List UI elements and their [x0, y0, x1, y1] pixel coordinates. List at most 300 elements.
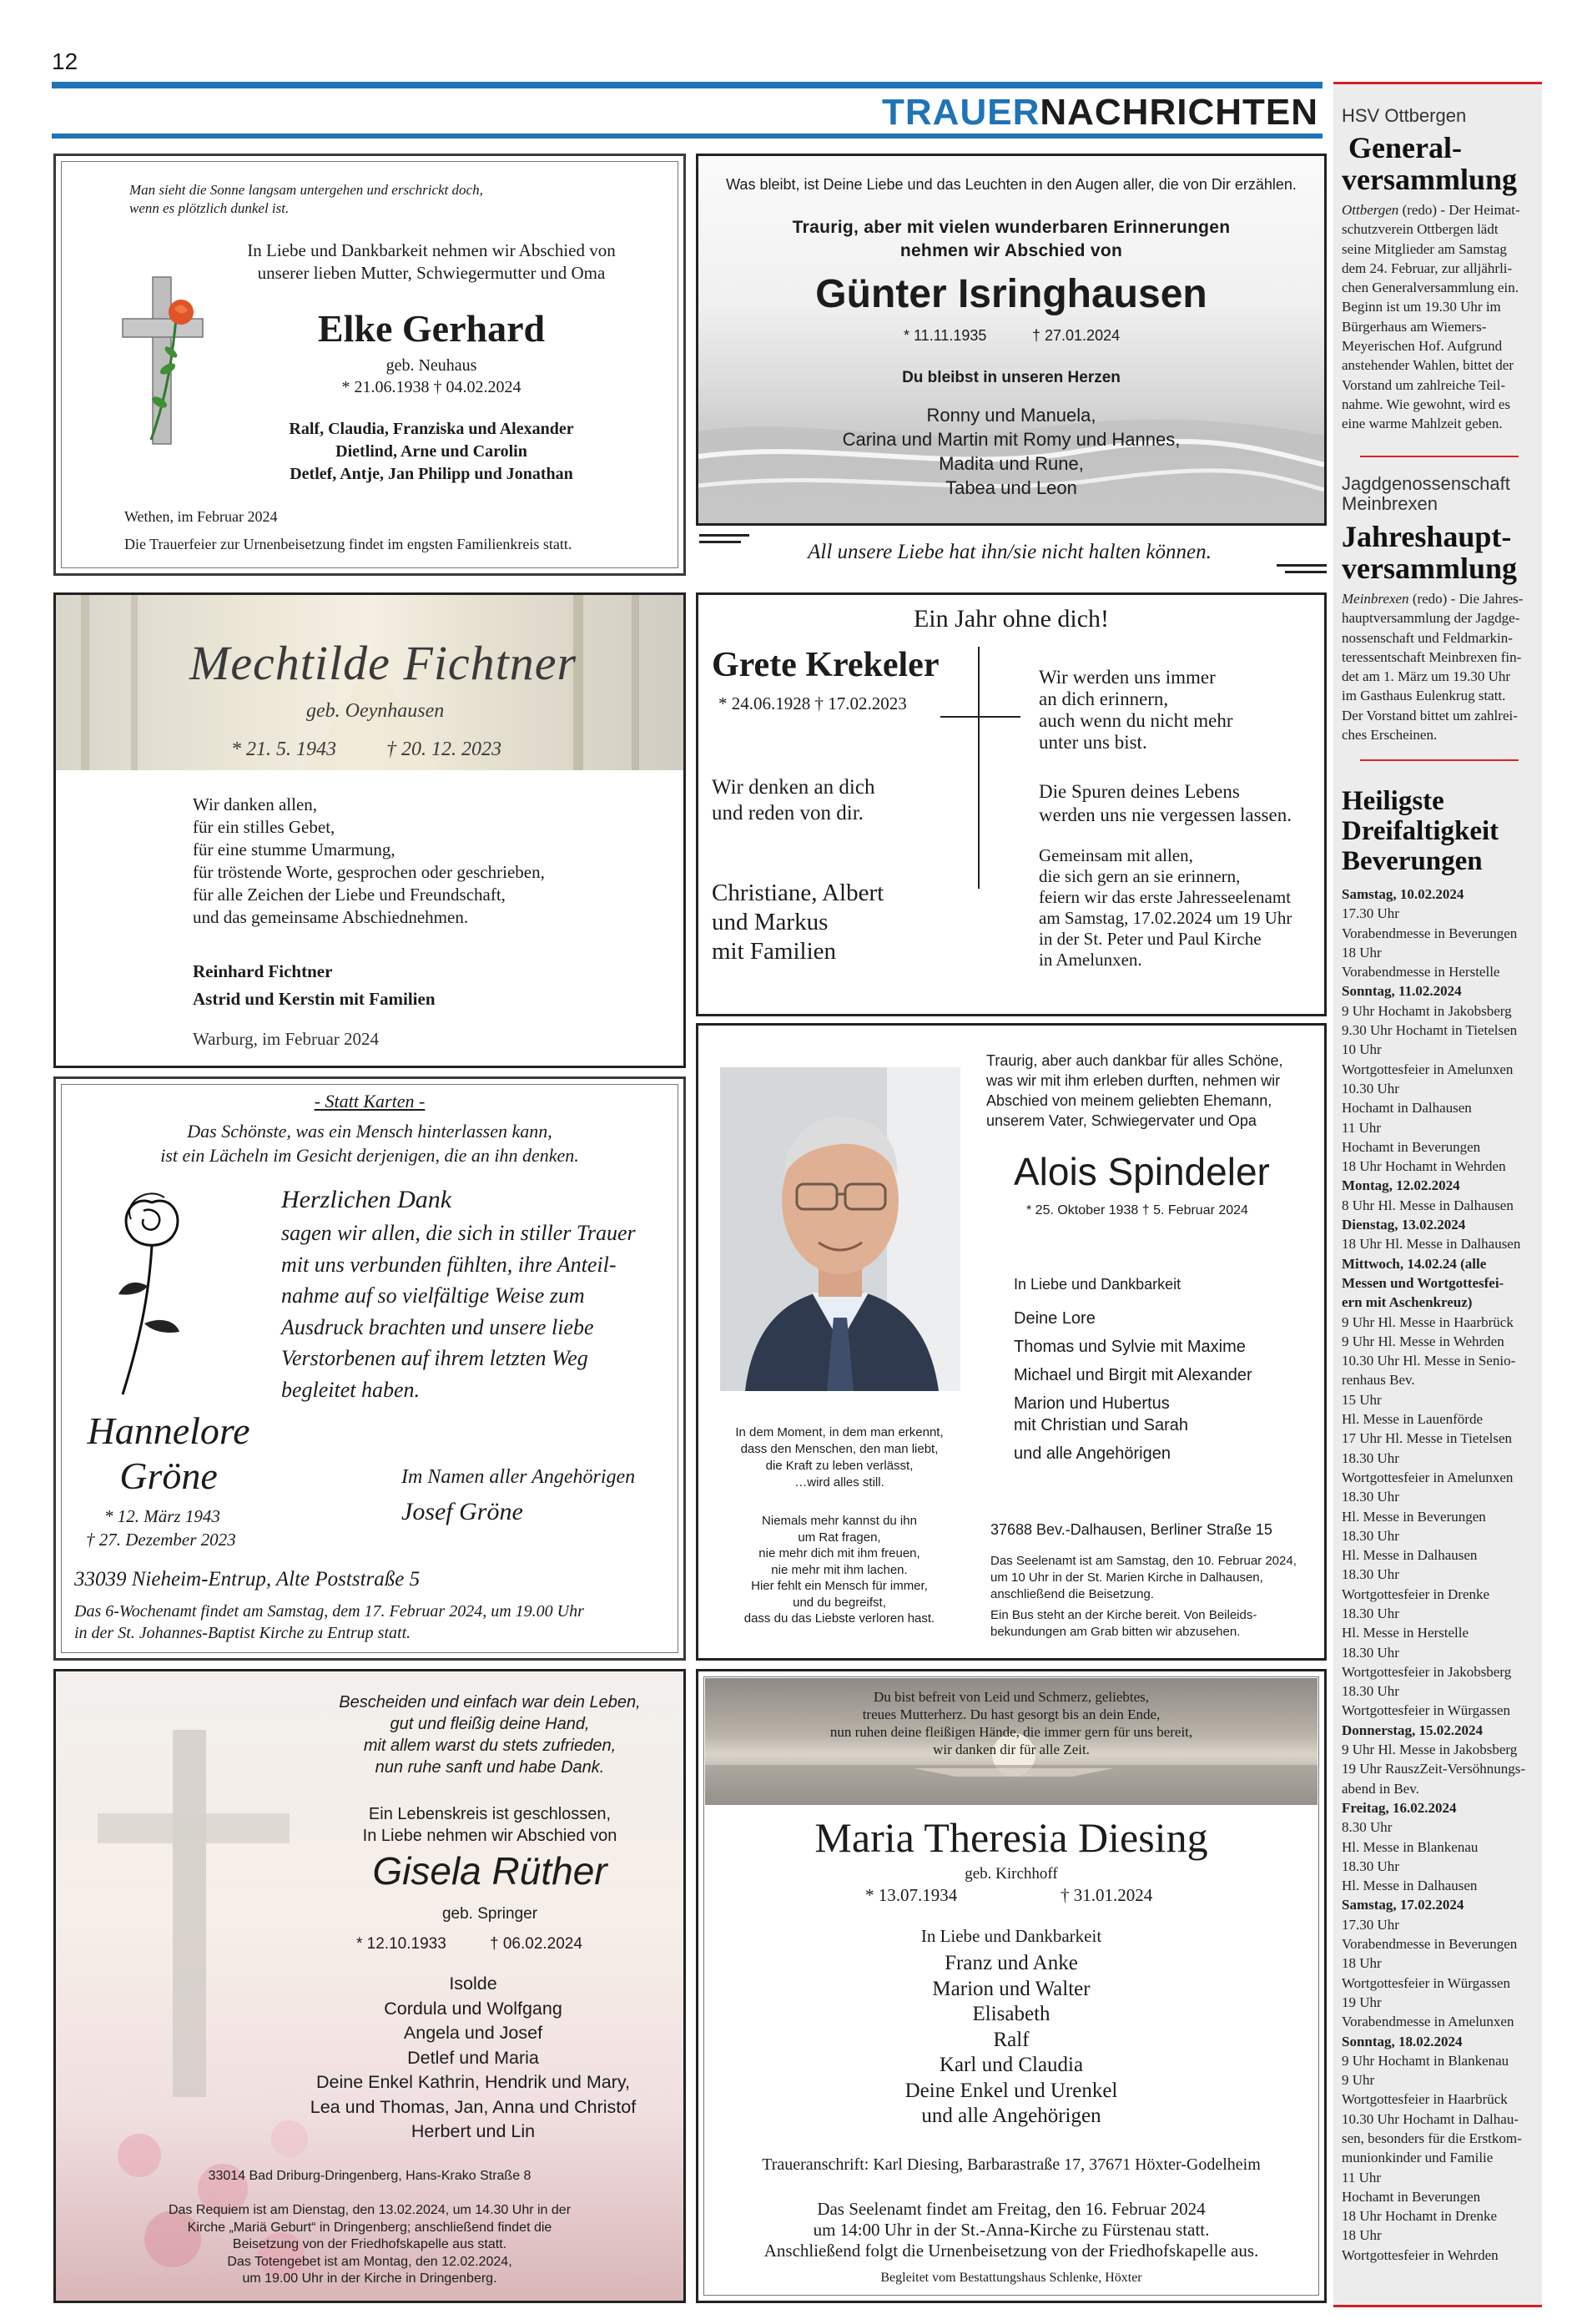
kicker-line: Meinbrexen: [1342, 493, 1438, 514]
schedule-entry: Wortgottesfeier in Wehrden: [1342, 2246, 1499, 2263]
poem-line: treues Mutterherz. Du hast gesorgt bis an dein Ende,: [862, 1706, 1161, 1722]
family-line: Detlef, Antje, Jan Philipp und Jonathan: [290, 465, 573, 483]
schedule-entry: Wortgottesfeier in Amelunxen: [1342, 1061, 1514, 1077]
poem-1: [1039, 667, 1232, 754]
article-line: (redo) - Der Heimat-: [1402, 202, 1520, 218]
schedule-entry: 17.30 Uhr: [1342, 905, 1399, 922]
schedule-entry: Wortgottesfeier in Würgassen: [1342, 1974, 1510, 1991]
obituary-diesing: [696, 1669, 1327, 2303]
deceased-name: Alois Spindeler: [1014, 1150, 1270, 1193]
article-line: anstehender Wahlen, bittet der: [1342, 357, 1514, 374]
schedule-entry: 17 Uhr Hl. Messe in Tietelsen: [1342, 1430, 1512, 1447]
hsv-kicker: HSV Ottbergen: [1342, 105, 1467, 126]
death-date: † 31.01.2024: [1061, 1885, 1153, 1905]
thanks-line: für ein stilles Gebet,: [193, 817, 335, 837]
note-line: Das Seelenamt findet am Freitag, den 16. Februar 2024: [817, 2199, 1206, 2219]
intro-line: Traurig, aber mit vielen wunderbaren Erinnerungen: [792, 218, 1231, 237]
article-line: Vorstand um zahlreiche Teil-: [1342, 376, 1505, 393]
family-line: Angela und Josef: [403, 2023, 543, 2043]
note-line: Das Seelenamt ist am Samstag, den 10. Februar 2024,: [990, 1554, 1297, 1568]
death-date: † 06.02.2024: [490, 1935, 582, 1953]
poem: [306, 1691, 673, 1778]
text-line: die sich gern an sie erinnern,: [1039, 866, 1241, 886]
headline-line: Beverungen: [1342, 846, 1483, 876]
schedule-entry: 18 Uhr Hl. Messe in Dalhausen: [1342, 1236, 1521, 1253]
poem-line: …wird alles still.: [794, 1475, 884, 1490]
maiden-name: geb. Oeynhausen: [306, 700, 445, 722]
grateful-line: In Liebe und Dankbarkeit: [920, 1926, 1102, 1946]
schedule-entry: 10.30 Uhr Hochamt in Dalhau-: [1342, 2110, 1519, 2127]
poem-line: mit allem warst du stets zufrieden,: [363, 1737, 617, 1755]
note-line: um 10 Uhr in der St. Marien Kirche in Dalhausen,: [990, 1570, 1263, 1585]
poem-line: nun ruhe sanft und habe Dank.: [375, 1758, 605, 1777]
ornament-rule: [1285, 571, 1327, 573]
family-list: [698, 1951, 1324, 2130]
schedule-date: Samstag, 10.02.2024: [1342, 886, 1464, 902]
quote-line: Das Schönste, was ein Mensch hinterlassen kann,: [187, 1121, 552, 1142]
schedule-entry: Hl. Messe in Blankenau: [1342, 1838, 1479, 1855]
text-line: unter uns bist.: [1039, 732, 1147, 753]
family-line: und Markus: [712, 909, 829, 935]
schedule-date: Sonntag, 18.02.2024: [1342, 2033, 1463, 2049]
schedule-entry: Hochamt in Beverungen: [1342, 1138, 1481, 1155]
schedule-entry: 9 Uhr Hl. Messe in Haarbrück: [1342, 1313, 1514, 1330]
family-line: mit Christian und Sarah: [1014, 1416, 1188, 1434]
text-line: in Amelunxen.: [1039, 950, 1142, 970]
death-date: † 27.01.2024: [1032, 327, 1121, 344]
schedule-entry: Wortgottesfeier in Jakobsberg: [1342, 1663, 1512, 1680]
text-line: werden uns nie vergessen lassen.: [1039, 804, 1292, 825]
poem-line: dass du das Liebste verloren hast.: [743, 1611, 935, 1626]
family-list: [1014, 1304, 1252, 1468]
rose-drawing-icon: [106, 1186, 198, 1403]
schedule-entry: 11 Uhr: [1342, 1119, 1382, 1136]
schedule-entry: 18 Uhr: [1342, 944, 1382, 960]
schedule-entry: 18.30 Uhr: [1342, 1489, 1399, 1505]
schedule-entry: Hl. Messe in Dalhausen: [1342, 1547, 1478, 1564]
text-line: an dich erinnern,: [1039, 688, 1169, 709]
address: 33014 Bad Driburg-Dringenberg, Hans-Krako Straße 8: [208, 2169, 532, 2183]
quote-line: wenn es plötzlich dunkel ist.: [129, 200, 290, 216]
birth-date: * 12.10.1933: [356, 1935, 446, 1953]
text-line: feiern wir das erste Jahresseelenamt: [1039, 887, 1292, 907]
family-line: Marion und Walter: [932, 1977, 1091, 2000]
poem-line: und du begreifst,: [793, 1595, 886, 1610]
headline-line: General-: [1348, 131, 1462, 164]
note-line: Beisetzung von der Friedhofskapelle aus statt.: [232, 2237, 507, 2251]
ornament-rule: [699, 541, 741, 543]
jagd-article: [1342, 589, 1542, 744]
family-line: und alle Angehörigen: [1014, 1444, 1171, 1463]
place-date: Wethen, im Februar 2024: [124, 508, 278, 525]
poem-line: In dem Moment, in dem man erkennt,: [735, 1425, 944, 1439]
life-dates: * 21.06.1938 † 04.02.2024: [341, 378, 521, 396]
family-line: Michael und Birgit mit Alexander: [1014, 1366, 1252, 1384]
text-line: Wir denken an dich: [712, 776, 875, 799]
note-line: Anschließend folgt die Urnenbeisetzung von der Friedhofskapelle aus.: [763, 2241, 1259, 2261]
family-list: [256, 1972, 690, 2145]
thanks-line: Verstorbenen auf ihrem letzten Weg: [281, 1346, 588, 1370]
header-rule-bottom: [52, 134, 1323, 139]
bus-note: [990, 1607, 1257, 1641]
thanks-line: für alle Zeichen der Liebe und Freundschaft,: [193, 885, 506, 905]
family-line: Ralf: [993, 2028, 1030, 2051]
deceased-name: [64, 1409, 273, 1499]
birth-date: * 13.07.1934: [865, 1885, 958, 1905]
headline-line: versammlung: [1342, 163, 1517, 196]
schedule-entry: 18.30 Uhr: [1342, 1449, 1399, 1466]
text-line: Die Spuren deines Lebens: [1039, 781, 1240, 802]
article-line: chen Generalversammlung ein.: [1342, 280, 1519, 296]
text-line: auch wenn du nicht mehr: [1039, 710, 1233, 731]
intro-line: nehmen wir Abschied von: [899, 241, 1123, 260]
deceased-name: Günter Isringhausen: [815, 272, 1207, 316]
life-dates: * 25. Oktober 1938 † 5. Februar 2024: [1026, 1203, 1248, 1217]
article-place: Meinbrexen: [1342, 591, 1409, 607]
maiden-name: geb. Springer: [441, 1905, 538, 1923]
sidebar-bottom-rule: [1333, 2305, 1542, 2307]
headline: Ein Jahr ohne dich!: [913, 605, 1110, 633]
note-line: um 14:00 Uhr in der St.-Anna-Kirche zu Fürstenau statt.: [813, 2220, 1210, 2240]
schedule-entry: 9 Uhr Hochamt in Blankenau: [1342, 2052, 1509, 2069]
family-list: [193, 958, 436, 1013]
grateful-line: In Liebe und Dankbarkeit: [1014, 1276, 1181, 1293]
obituary-krekeler: [696, 592, 1327, 1016]
schedule-entry: Wortgottesfeier in Amelunxen: [1342, 1469, 1514, 1485]
statt-karten: - Statt Karten -: [314, 1091, 426, 1112]
family-line: Marion und Hubertus: [1014, 1394, 1170, 1413]
first-name: Hannelore: [87, 1409, 250, 1452]
schedule-entry: Vorabendmesse in Amelunxen: [1342, 2014, 1514, 2030]
poem-2: [712, 1513, 967, 1627]
poem-line: Du bist befreit von Leid und Schmerz, geliebtes,: [874, 1689, 1149, 1705]
hsv-headline: [1342, 132, 1517, 195]
deceased-name: Mechtilde Fichtner: [189, 636, 577, 690]
mass-note: [56, 2202, 683, 2288]
headline-line: versammlung: [1342, 552, 1517, 585]
family-line: Christiane, Albert: [712, 880, 884, 906]
obituary-ruether: [53, 1669, 686, 2303]
thanks-text: [193, 794, 545, 929]
article-line: seine Mitglieder am Samstag: [1342, 240, 1507, 257]
life-dates: * 24.06.1928 † 17.02.2023: [718, 693, 907, 713]
poem-2: [1039, 780, 1292, 827]
mass-schedule: [1342, 885, 1542, 2265]
poem-line: Bescheiden und einfach war dein Leben,: [339, 1693, 641, 1711]
schedule-entry: 18.30 Uhr: [1342, 1683, 1399, 1700]
schedule-entry: 18 Uhr: [1342, 1955, 1382, 1972]
church-headline: [1342, 786, 1499, 876]
article-place: Ottbergen: [1342, 202, 1399, 218]
schedule-entry: 9 Uhr Hl. Messe in Jakobsberg: [1342, 1742, 1518, 1758]
portrait-photo: [720, 1067, 960, 1391]
poem-line: die Kraft zu leben verlässt,: [765, 1459, 914, 1473]
schedule-entry: Hl. Messe in Herstelle: [1342, 1625, 1469, 1641]
schedule-date: Montag, 12.02.2024: [1342, 1177, 1460, 1194]
article-line: nahme. Wie gewohnt, wird es: [1342, 396, 1511, 412]
family-line: Deine Enkel und Urenkel: [904, 2079, 1118, 2102]
schedule-entry: 15 Uhr: [1342, 1391, 1382, 1408]
intro-line: In Liebe nehmen wir Abschied von: [362, 1827, 617, 1845]
place-date: Warburg, im Februar 2024: [193, 1029, 380, 1049]
note-line: Kirche „Mariä Geburt“ in Dringenberg; anschließend findet die: [187, 2220, 552, 2235]
intro-line: unserem Vater, Schwiegervater und Opa: [986, 1112, 1257, 1129]
article-line: schutzverein Ottbergen lädt: [1342, 221, 1499, 238]
family-line: Tabea und Leon: [945, 477, 1077, 498]
remember-text: [712, 774, 874, 826]
intro: [707, 216, 1316, 263]
family-line: Isolde: [449, 1974, 497, 1994]
thanks-line: für tröstende Worte, gesprochen oder geschrieben,: [193, 862, 545, 882]
schedule-entry: Hl. Messe in Beverungen: [1342, 1508, 1486, 1525]
article-line: dem 24. Februar, zur alljährli-: [1342, 260, 1513, 276]
isringhausen-footer: All unsere Liebe hat ihn/sie nicht halten können.: [808, 541, 1212, 563]
article-line: hauptversammlung der Jagdge-: [1342, 610, 1520, 627]
obituary-fichtner: [53, 592, 686, 1068]
birth-date: * 12. März 1943: [104, 1506, 220, 1526]
quote-line: Man sieht die Sonne langsam untergehen und erschrickt doch,: [129, 182, 483, 198]
family-line: Reinhard Fichtner: [193, 961, 333, 981]
thanks-title: Herzlichen Dank: [281, 1186, 452, 1213]
quote-line: ist ein Lächeln im Gesicht derjenigen, die an ihn denken.: [160, 1145, 579, 1166]
poem-line: nie mehr dich mit ihm freuen,: [758, 1546, 920, 1560]
header-rule-top: [52, 82, 1323, 88]
schedule-entry: 9.30 Uhr Hochamt in Tietelsen: [1342, 1022, 1518, 1039]
schedule-entry: 8 Uhr Hl. Messe in Dalhausen: [1342, 1197, 1514, 1213]
article-line: Meyerischen Hof. Aufgrund: [1342, 338, 1503, 355]
section-title-part1: TRAUER: [882, 92, 1040, 133]
anniversary-mass: [1039, 845, 1292, 970]
family-line: Dietlind, Arne und Carolin: [335, 442, 527, 461]
schedule-entry: 18.30 Uhr: [1342, 1858, 1399, 1874]
schedule-entry: 18 Uhr Hochamt in Wehrden: [1342, 1158, 1506, 1175]
intro-line: Ein Lebenskreis ist geschlossen,: [368, 1805, 612, 1823]
schedule-entry: 10 Uhr: [1342, 1041, 1382, 1058]
intro: [986, 1051, 1283, 1131]
schedule-entry: Vorabendmesse in Beverungen: [1342, 1936, 1518, 1953]
schedule-entry: 19 Uhr RauszZeit-Versöhnungs-: [1342, 1761, 1526, 1777]
on-behalf: Im Namen aller Angehörigen: [401, 1466, 636, 1488]
schedule-entry: 11 Uhr: [1342, 2169, 1382, 2185]
deceased-name: Gisela Rüther: [372, 1849, 607, 1893]
family-line: Ronny und Manuela,: [926, 405, 1096, 426]
maiden-name: geb. Neuhaus: [385, 356, 477, 375]
schedule-date: Freitag, 16.02.2024: [1342, 1799, 1457, 1816]
family-line: Detlef und Maria: [407, 2047, 539, 2068]
birth-date: * 11.11.1935: [904, 327, 987, 344]
article-line: Bürgerhaus am Wiemers-: [1342, 318, 1487, 335]
schedule-entry: 18.30 Uhr: [1342, 1527, 1399, 1544]
intro: [206, 239, 657, 285]
schedule-date: Donnerstag, 15.02.2024: [1342, 1722, 1484, 1738]
obituary-spindeler: [696, 1023, 1327, 1661]
text-line: Wir werden uns immer: [1039, 667, 1216, 688]
note-line: Ein Bus steht an der Kirche bereit. Von Beileids-: [990, 1608, 1257, 1622]
schedule-entry: 18 Uhr Hochamt in Drenke: [1342, 2208, 1498, 2225]
schedule-entry: 10.30 Uhr Hl. Messe in Senio-: [1342, 1353, 1516, 1369]
note-line: in der St. Johannes-Baptist Kirche zu Entrup statt.: [74, 1624, 411, 1642]
family-line: Deine Lore: [1014, 1309, 1096, 1328]
schedule-entry: 19 Uhr: [1342, 1994, 1382, 2010]
poem-line: dass den Menschen, den man liebt,: [740, 1442, 939, 1456]
poem-line: Niemals mehr kannst du ihn: [762, 1514, 917, 1528]
section-divider: [1360, 759, 1519, 761]
family-line: und alle Angehörigen: [921, 2105, 1101, 2127]
schedule-entry: Hochamt in Dalhausen: [1342, 1100, 1472, 1117]
schedule-entry: 18.30 Uhr: [1342, 1605, 1399, 1621]
family-line: mit Familien: [712, 938, 837, 965]
schedule-date: Messen und Wortgottesfei-: [1342, 1274, 1504, 1291]
thanks-line: und das gemeinsame Abschiednehmen.: [193, 907, 469, 927]
cross-vertical: [978, 647, 980, 889]
schedule-entry: Wortgottesfeier in Würgassen: [1342, 1702, 1510, 1719]
ornament-rule: [1277, 564, 1327, 567]
schedule-date: Dienstag, 13.02.2024: [1342, 1217, 1466, 1233]
address: Traueranschrift: Karl Diesing, Barbarastraße 17, 37671 Höxter-Godelheim: [762, 2155, 1261, 2174]
article-line: teressentschaft Meinbrexen fin-: [1342, 648, 1522, 665]
poem-line: um Rat fragen,: [798, 1530, 881, 1545]
schedule-entry: renhaus Bev.: [1342, 1372, 1415, 1389]
schedule-entry: Hl. Messe in Lauenförde: [1342, 1411, 1484, 1428]
poem: [705, 1688, 1318, 1758]
jagd-headline: [1342, 521, 1517, 584]
sidebar-top-rule: [1333, 82, 1542, 84]
page-number: 12: [52, 48, 78, 74]
cross-horizontal: [940, 716, 1020, 718]
headline-line: Jahreshaupt-: [1342, 520, 1512, 553]
section-title-part2: NACHRICHTEN: [1040, 92, 1318, 133]
poem-1: [712, 1424, 967, 1491]
family-list: [707, 403, 1316, 500]
birth-date: * 21. 5. 1943: [231, 739, 336, 760]
family-line: Lea und Thomas, Jan, Anna und Christof: [310, 2096, 637, 2117]
note-line: Das Totengebet ist am Montag, den 12.02.2024,: [227, 2254, 512, 2269]
note-line: anschließend die Beisetzung.: [990, 1587, 1154, 1601]
sub-line: Du bleibst in unseren Herzen: [902, 369, 1121, 386]
article-line: det am 1. März um 19.30 Uhr: [1342, 668, 1511, 685]
article-line: eine warme Mahlzeit geben.: [1342, 416, 1503, 432]
thanks-line: nahme auf so vielfältige Weise zum: [281, 1283, 585, 1308]
hsv-article: [1342, 200, 1542, 434]
poem-line: nie mehr mit ihm lachen.: [771, 1562, 908, 1577]
thanks-line: sagen wir allen, die sich in stiller Trauer: [281, 1221, 636, 1245]
family-line: Deine Enkel Kathrin, Hendrik und Mary,: [315, 2072, 631, 2092]
schedule-date: Sonntag, 11.02.2024: [1342, 983, 1462, 1000]
text-line: Gemeinsam mit allen,: [1039, 845, 1193, 865]
poem-line: nun ruhen deine fleißigen Hände, die immer gern für uns bereit,: [829, 1724, 1193, 1740]
thanks-line: begleitet haben.: [281, 1377, 421, 1402]
kicker-line: Jagdgenossenschaft: [1342, 473, 1510, 494]
schedule-entry: Wortgottesfeier in Drenke: [1342, 1585, 1490, 1602]
mass-note: [74, 1601, 584, 1644]
mass-note: [990, 1553, 1297, 1603]
text-line: am Samstag, 17.02.2024 um 19 Uhr: [1039, 908, 1292, 928]
deceased-name: Maria Theresia Diesing: [814, 1814, 1208, 1861]
article-line: Beginn ist um 19.30 Uhr im: [1342, 299, 1501, 315]
intro-line: Abschied von meinem geliebten Ehemann,: [986, 1092, 1272, 1109]
address: 37688 Bev.-Dalhausen, Berliner Straße 15: [990, 1521, 1272, 1538]
quote: Was bleibt, ist Deine Liebe und das Leuchten in den Augen aller, die von Dir erzählen.: [726, 176, 1297, 193]
poem-line: Hier fehlt ein Mensch für immer,: [751, 1579, 928, 1593]
schedule-date: Mittwoch, 14.02.24 (alle: [1342, 1255, 1487, 1272]
intro-line: was wir mit ihm erleben durften, nehmen wir: [986, 1072, 1281, 1089]
thanks-line: Ausdruck brachten und unsere liebe: [281, 1314, 594, 1339]
text-line: und reden von dir.: [712, 802, 864, 824]
schedule-entry: 9 Uhr Hl. Messe in Wehrden: [1342, 1333, 1504, 1349]
ornament-rule: [699, 534, 749, 537]
schedule-date: Samstag, 17.02.2024: [1342, 1897, 1464, 1913]
note-line: um 19.00 Uhr in der Kirche in Dringenberg.: [242, 2271, 497, 2286]
family-line: Herbert und Lin: [411, 2121, 536, 2141]
article-line: Der Vorstand bittet um zahlrei-: [1342, 707, 1518, 723]
schedule-entry: sen, besonders für die Erstkom-: [1342, 2130, 1522, 2146]
thanks-line: mit uns verbunden fühlten, ihre Anteil-: [281, 1252, 617, 1277]
address: 33039 Nieheim-Entrup, Alte Poststraße 5: [74, 1568, 421, 1591]
obituary-groene: [53, 1076, 686, 1661]
family-line: Karl und Claudia: [939, 2054, 1084, 2076]
family-line: Madita und Rune,: [939, 453, 1084, 474]
schedule-entry: Vorabendmesse in Herstelle: [1342, 964, 1500, 981]
poem-line: gut und fleißig deine Hand,: [390, 1715, 590, 1733]
schedule-entry: 8.30 Uhr: [1342, 1819, 1393, 1836]
mass-note: [698, 2199, 1324, 2261]
jagd-kicker: [1342, 474, 1510, 514]
note-line: bekundungen am Grab bitten wir abzusehen.: [990, 1625, 1241, 1639]
intro-line: In Liebe und Dankbarkeit nehmen wir Abschied von: [247, 240, 616, 260]
article-line: ches Erscheinen.: [1342, 727, 1438, 744]
schedule-entry: 18 Uhr: [1342, 2227, 1382, 2244]
schedule-entry: 9 Uhr: [1342, 2072, 1375, 2089]
family-line: Franz und Anke: [945, 1952, 1078, 1974]
note-line: Das Requiem ist am Dienstag, den 13.02.2024, um 14.30 Uhr in der: [168, 2203, 572, 2217]
ceremony-note: Die Trauerfeier zur Urnenbeisetzung findet im engsten Familienkreis statt.: [124, 536, 572, 552]
undertaker: Begleitet vom Bestattungshaus Schlenke, Höxter: [880, 2271, 1142, 2285]
section-title: [882, 92, 1318, 134]
schedule-entry: 9 Uhr Hochamt in Jakobsberg: [1342, 1002, 1512, 1019]
quote: [129, 181, 483, 218]
article-line: nossenschaft und Feldmarkin-: [1342, 629, 1513, 646]
headline-line: Dreifaltigkeit: [1342, 816, 1499, 846]
family-line: Ralf, Claudia, Franziska und Alexander: [289, 420, 574, 438]
family-list: [712, 879, 884, 966]
schedule-entry: abend in Bev.: [1342, 1780, 1419, 1797]
family-line: Cordula und Wolfgang: [384, 1998, 562, 2019]
family-line: Elisabeth: [972, 2003, 1050, 2025]
family-line: Thomas und Sylvie mit Maxime: [1014, 1338, 1246, 1356]
schedule-entry: 18.30 Uhr: [1342, 1566, 1399, 1583]
deceased-name: Elke Gerhard: [317, 307, 546, 350]
family-line: Astrid und Kerstin mit Familien: [193, 989, 436, 1009]
family-list: [206, 418, 657, 486]
signer: Josef Gröne: [401, 1498, 523, 1525]
cross-rose-icon: [118, 269, 209, 452]
obituary-isringhausen: [696, 154, 1327, 526]
intro: [306, 1803, 673, 1847]
thanks-text: [281, 1217, 636, 1405]
intro-line: unserer lieben Mutter, Schwiegermutter und Oma: [257, 263, 606, 283]
intro-line: Traurig, aber auch dankbar für alles Schöne,: [986, 1052, 1283, 1069]
schedule-entry: 18.30 Uhr: [1342, 1644, 1399, 1661]
poem-line: wir danken dir für alle Zeit.: [933, 1742, 1090, 1757]
schedule-entry: Hochamt in Beverungen: [1342, 2188, 1481, 2205]
schedule-entry: 17.30 Uhr: [1342, 1916, 1399, 1933]
thanks-line: für eine stumme Umarmung,: [193, 839, 396, 860]
section-divider: [1360, 456, 1519, 457]
maiden-name: geb. Kirchhoff: [965, 1865, 1058, 1883]
deceased-name: Grete Krekeler: [712, 646, 940, 684]
schedule-entry: Vorabendmesse in Beverungen: [1342, 925, 1518, 941]
note-line: Das 6-Wochenamt findet am Samstag, dem 17. Februar 2024, um 19.00 Uhr: [74, 1602, 584, 1621]
